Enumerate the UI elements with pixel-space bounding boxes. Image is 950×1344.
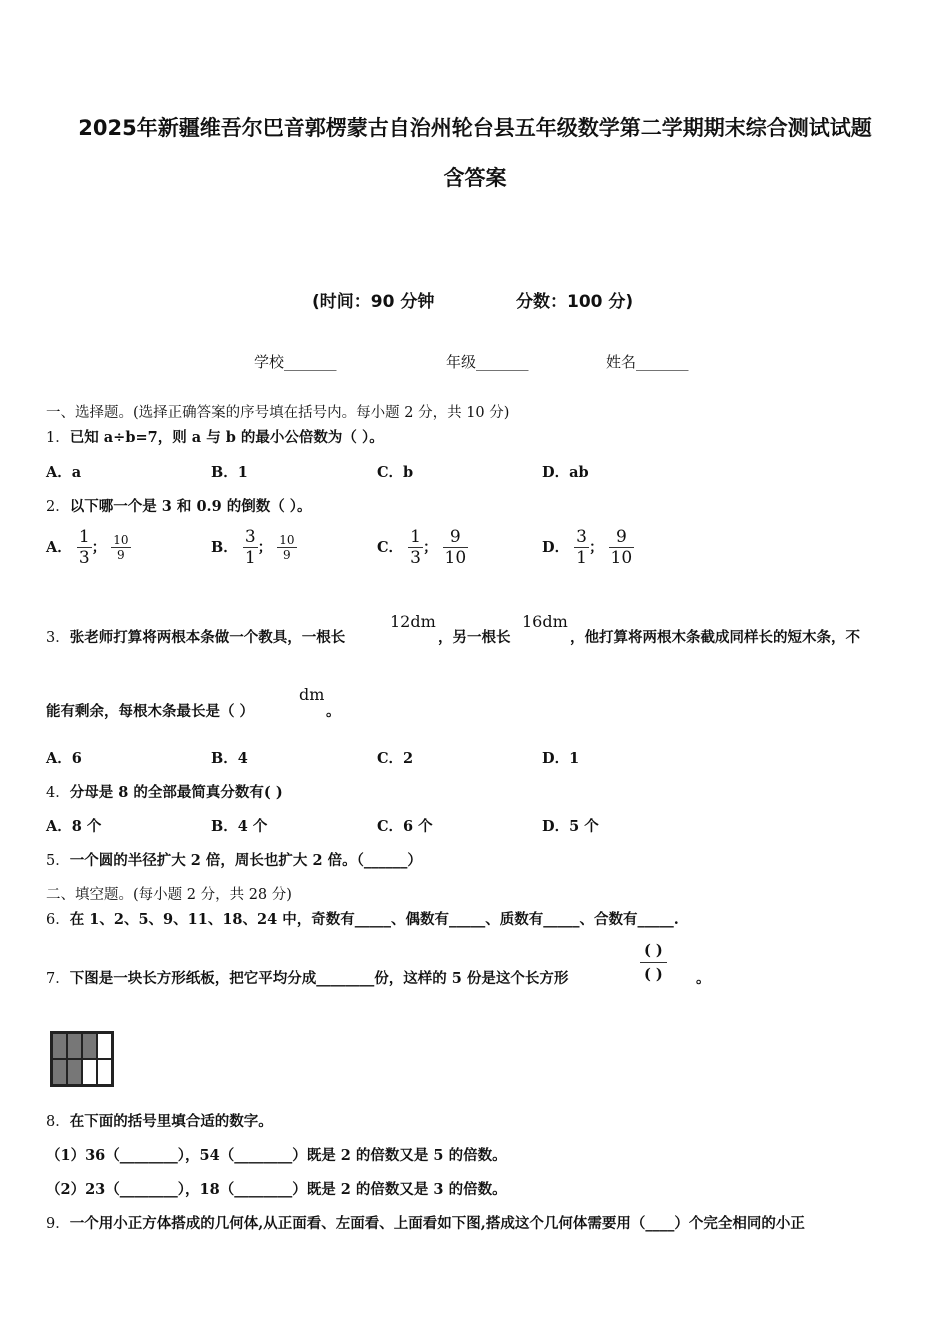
grid-cell [52,1059,67,1085]
question-text: 一个用小正方体搭成的几何体,从正面看、左面看、上面看如下图,搭成这个几何体需要用（____）个完全相同的小正 [69,1215,805,1232]
option-label: A． [46,538,72,556]
denominator: 3 [78,548,90,569]
question-text: 在 1、2、5、9、11、18、24 中，奇数有_____、偶数有_____、质数有_____、合数有_____. [69,911,679,928]
question-text-part3: ，他打算将两根木条截成同样长的短木条，不 [570,629,860,646]
numerator: 3 [576,527,587,547]
q3-option-b: B．4 [211,750,248,767]
q4-option-a: A．8 个 [46,818,102,835]
q2-option-c [377,527,468,569]
q2-option-d [542,527,634,569]
question-text: 已知 a÷b=7，则 a 与 b 的最小公倍数为（ ）。 [69,429,384,446]
separator: ； [422,538,438,556]
blank-numerator: ( ) [640,939,667,963]
question-text: 一个圆的半径扩大 2 倍，周长也扩大 2 倍。（______） [69,852,422,869]
denominator: 9 [117,548,125,563]
question-9 [46,1212,805,1233]
grid-cell [82,1033,97,1059]
question-number: 4． [46,785,70,801]
separator: ； [588,538,604,556]
numerator: 1 [78,527,90,547]
exam-score: 分数：100 分) [516,292,634,312]
numerator: 9 [443,527,469,548]
numerator: 10 [113,533,129,547]
option-label: D． [542,538,570,556]
question-number: 1． [46,430,70,446]
question-3-line2: 能有剩余，每根木条最长是（ ） [46,703,255,720]
section1-heading: 一、选择题。(选择正确答案的序号填在括号内。每小题 2 分，共 10 分) [46,405,510,421]
question-5 [46,849,422,870]
page-title: 2025年新疆维吾尔巴音郭楞蒙古自治州轮台县五年级数学第二学期期末综合测试试题 [78,116,872,140]
denominator: 1 [576,548,587,569]
grid-cell [67,1033,82,1059]
question-text-part2: ，另一根长 [438,629,511,646]
question-3-end: 。 [326,703,341,720]
grid-cell [97,1059,112,1085]
question-number: 7． [46,971,70,987]
question-number: 8． [46,1114,70,1130]
rectangle-grid-figure [50,1031,114,1087]
question-6 [46,908,679,929]
q1-option-b: B．1 [211,464,248,481]
denominator: 3 [410,548,421,569]
question-text: 分母是 8 的全部最简真分数有( ) [69,784,283,801]
fraction [609,527,635,569]
name-field: 姓名_______ [606,353,689,371]
grid-cell [67,1059,82,1085]
question-number: 3． [46,630,70,646]
q1-option-d: D．ab [542,464,589,481]
grid-cell [97,1033,112,1059]
numerator: 1 [410,527,421,547]
separator: ； [257,538,273,556]
grid-cell [52,1033,67,1059]
fraction [277,533,296,563]
question-4 [46,781,283,802]
q2-option-a [46,527,131,569]
exam-time: (时间：90 分钟 [312,292,435,312]
q1-option-a: A．a [46,464,82,481]
question-1 [46,426,384,447]
grade-field: 年级_______ [446,353,529,371]
q4-option-b: B．4 个 [211,818,268,835]
question-7-end: 。 [696,970,711,987]
blank-fraction [640,939,667,986]
question-text: 以下哪一个是 3 和 0.9 的倒数（ ）。 [69,498,312,515]
fraction [77,527,92,569]
school-field: 学校_______ [254,353,337,371]
blank-denominator: ( ) [644,966,663,984]
q4-option-d: D．5 个 [542,818,599,835]
q3-option-a: A．6 [46,750,82,767]
fraction [408,527,423,569]
numerator: 10 [279,533,295,547]
fraction [111,533,130,563]
question-number: 2． [46,499,70,515]
fraction [443,527,469,569]
denominator: 9 [283,548,291,563]
section2-heading: 二、填空题。(每小题 2 分，共 28 分) [46,887,292,903]
separator: ； [91,538,107,556]
question-text-part1: 张老师打算将两根本条做一个教具，一根长 [69,629,346,646]
q4-option-c: C．6 个 [377,818,433,835]
numerator: 3 [244,527,256,547]
option-label: C． [377,538,404,556]
question-number: 5． [46,853,70,869]
question-number: 6． [46,912,70,928]
numerator: 9 [609,527,635,548]
q3-option-c: C．2 [377,750,414,767]
question-text: 在下面的括号里填合适的数字。 [69,1113,273,1130]
fraction [574,527,589,569]
question-8-line2: （2）23（________），18（________）既是 2 的倍数又是 3 的倍数。 [46,1181,507,1198]
length-2: 16dm [522,612,568,631]
grid-cell [82,1059,97,1085]
question-3 [46,626,345,647]
question-8 [46,1110,273,1131]
question-7 [46,967,568,988]
fraction [243,527,258,569]
denominator: 10 [610,548,633,569]
page-title-line2: 含答案 [443,166,507,190]
question-text: 下图是一块长方形纸板，把它平均分成________份，这样的 5 份是这个长方形 [69,970,569,987]
denominator: 1 [244,548,256,569]
question-2 [46,495,312,516]
unit-dm: dm [299,685,325,704]
length-1: 12dm [390,612,436,631]
q1-option-c: C．b [377,464,414,481]
q3-option-d: D．1 [542,750,580,767]
question-number: 9． [46,1216,70,1232]
option-label: B． [211,538,238,556]
denominator: 10 [444,548,467,569]
q2-option-b [211,527,297,569]
question-8-line1: （1）36（________），54（________）既是 2 的倍数又是 5 的倍数。 [46,1147,507,1164]
